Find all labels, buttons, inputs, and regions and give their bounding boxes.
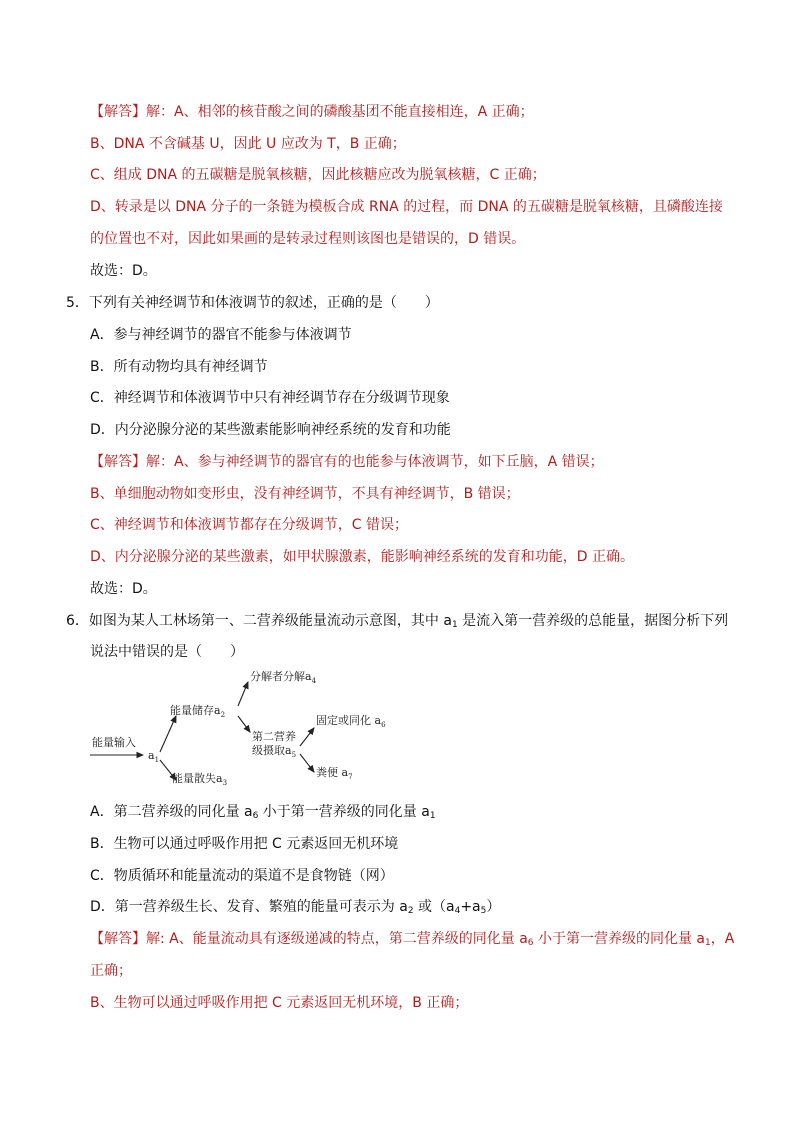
answer4-line5: 的位置也不对，因此如果画的是转录过程则该图也是错误的，D 错误。	[90, 231, 526, 247]
q5-stem: 5．下列有关神经调节和体液调节的叙述，正确的是（ ）	[66, 295, 439, 311]
q6-answer-line2: 正确；	[90, 963, 132, 979]
label-fixed: 固定或同化 $a_6$	[316, 714, 386, 729]
answer-tag: 【解答】	[90, 454, 146, 470]
q6-stem-line1: 6．如图为某人工林场第一、二营养级能量流动示意图，其中 $a_1$ 是流入第一营养级的总能量，据图分析下列	[66, 613, 729, 630]
arrow-store-second	[238, 716, 250, 732]
label-a1: $a_1$	[148, 749, 160, 764]
arrow-second-fixed	[300, 728, 314, 746]
q5-choice: 故选：D。	[90, 581, 157, 597]
answer4-line1: 【解答】解：A、相邻的核苷酸之间的磷酸基团不能直接相连，A 正确；	[90, 104, 534, 120]
q6-answer-line1: 【解答】解: A、能量流动具有逐级递减的特点，第二营养级的同化量 $a_6$ 小于第一营养级的同化量 $a_1$，A	[90, 931, 735, 948]
answer4-choice: 故选：D。	[90, 263, 157, 279]
q6-option-d: D．第一营养级生长、发育、繁殖的能量可表示为 $a_2$ 或$(a_4+a_5)$	[90, 899, 501, 916]
answer4-line3: C、组成 DNA 的五碳糖是脱氧核糖，因此核糖应改为脱氧核糖，C 正确；	[90, 167, 546, 183]
arrow-a1-store	[160, 716, 176, 752]
arrow-second-feces	[300, 754, 314, 772]
answer4-line2: B、DNA 不含碱基 U，因此 U 应改为 T，B 正确；	[90, 136, 406, 152]
q6-option-b: B．生物可以通过呼吸作用把 C 元素返回无机环境	[90, 836, 399, 852]
answer-tag: 【解答】	[90, 931, 146, 947]
answer-tag: 【解答】	[90, 104, 146, 120]
q5-answer-line1: 【解答】解：A、参与神经调节的器官有的也能参与体液调节，如下丘脑，A 错误；	[90, 454, 604, 470]
q5-option-d: D．内分泌腺分泌的某些激素能影响神经系统的发育和功能	[90, 422, 451, 438]
q5-answer-line3: C、神经调节和体液调节都存在分级调节，C 错误；	[90, 517, 408, 533]
q5-option-a: A．参与神经调节的器官不能参与体液调节	[90, 327, 352, 343]
energy-flow-diagram	[88, 668, 408, 788]
q6-option-a: A．第二营养级的同化量 $a_6$ 小于第一营养级的同化量 $a_1$	[90, 804, 436, 821]
q6-stem-line2: 说法中错误的是（ ）	[90, 644, 244, 660]
label-energy-store: 能量储存$a_2$	[170, 704, 226, 719]
q5-option-c: C．神经调节和体液调节中只有神经调节存在分级调节现象	[90, 390, 450, 406]
q5-answer-line4: D、内分泌腺分泌的某些激素，如甲状腺激素，能影响神经系统的发育和功能，D 正确。	[90, 549, 635, 565]
label-energy-input: 能量输入	[92, 736, 136, 749]
label-second-trophic-1: 第二营养	[252, 730, 296, 743]
arrow-store-decomp	[238, 682, 248, 706]
q5-option-b: B．所有动物均具有神经调节	[90, 359, 268, 375]
q6-option-c: C．物质循环和能量流动的渠道不是食物链（网）	[90, 868, 394, 884]
label-second-trophic-2: 级摄取$a_5$	[252, 744, 297, 759]
answer4-line4: D、转录是以 DNA 分子的一条链为模板合成 RNA 的过程，而 DNA 的五碳糖是脱氧核糖，且磷酸连接	[90, 199, 723, 215]
label-feces: 粪便 $a_7$	[316, 766, 353, 781]
q5-answer-line2: B、单细胞动物如变形虫，没有神经调节，不具有神经调节，B 错误；	[90, 486, 520, 502]
label-decomposer: 分解者分解$a_4$	[250, 670, 317, 685]
label-energy-loss: 能量散失$a_3$	[172, 772, 228, 787]
q6-answer-line3: B、生物可以通过呼吸作用把 C 元素返回无机环境，B 正确；	[90, 995, 469, 1011]
